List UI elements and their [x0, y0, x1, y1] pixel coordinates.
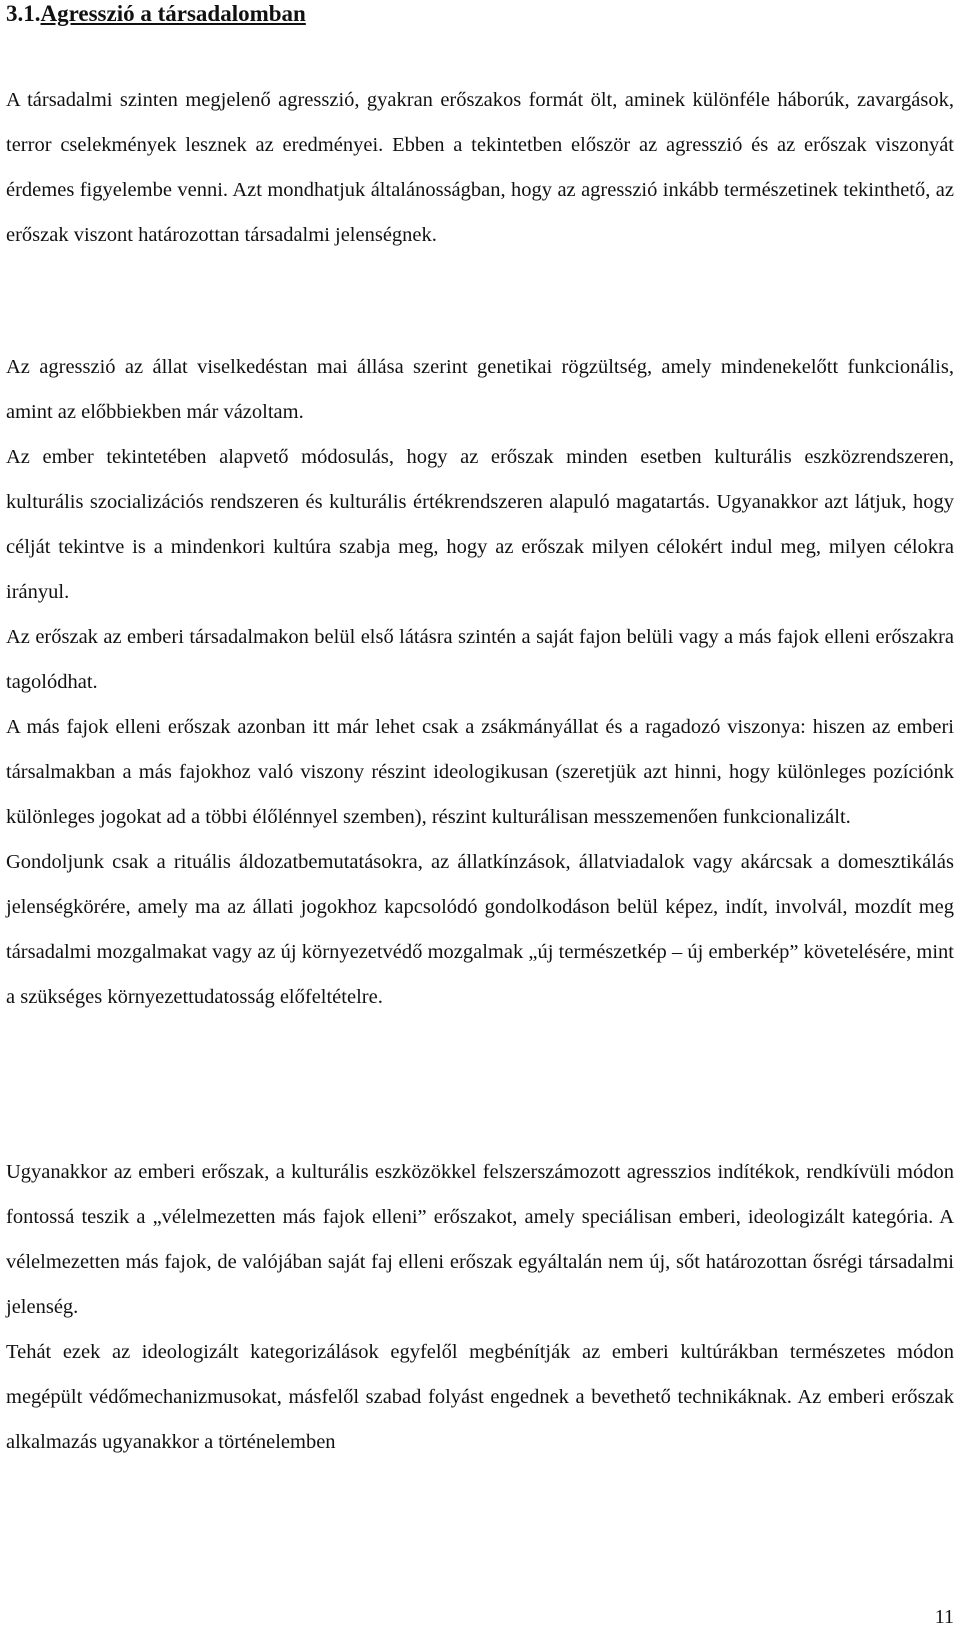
paragraph: A más fajok elleni erőszak azonban itt már lehet csak a zsákmányállat és a ragadozó viszonya: hiszen az emberi társalmakban a más fajokhoz való viszony részint ideologikusan (szeretjük azt hinni, hogy különleges pozíciónk különleges jogokat ad a többi élőlénnyel szemben), részint kulturálisan messzemenően funkcionalizált.	[6, 716, 954, 828]
paragraph: Tehát ezek az ideologizált kategorizálások egyfelől megbénítják az emberi kultúrákban természetes módon megépült védőmechanizmusokat, másfelől szabad folyást engednek a bevethető technikáknak. Az emberi erőszak alkalmazás ugyanakkor a történelemben	[6, 1341, 954, 1453]
paragraph-block-2	[6, 345, 954, 1020]
paragraph: Ugyanakkor az emberi erőszak, a kulturális eszközökkel felszerszámozott agresszios indítékok, rendkívüli módon fontossá teszik a „vélelmezetten más fajok elleni” erőszakot, amely speciálisan emberi, ideologizált kategória. A vélelmezetten más fajok, de valójában saját faj elleni erőszak egyáltalán nem új, sőt határozottan ősrégi társadalmi jelenség.	[6, 1161, 954, 1318]
paragraph: Az ember tekintetében alapvető módosulás, hogy az erőszak minden esetben kulturális eszközrendszeren, kulturális szocializációs rendszeren és kulturális értékrendszeren alapuló magatartás. Ugyanakkor azt látjuk, hogy célját tekintve is a mindenkori kultúra szabja meg, hogy az erőszak milyen célokért indul meg, milyen célokra irányul.	[6, 446, 954, 603]
section-title: Agresszió a társadalomban	[40, 1, 306, 26]
section-heading	[6, 0, 306, 28]
paragraph: Az agresszió az állat viselkedéstan mai állása szerint genetikai rögzültség, amely mindenekelőtt funkcionális, amint az előbbiekben már vázoltam.	[6, 356, 954, 423]
section-number: 3.1.	[6, 1, 41, 26]
paragraph: Az erőszak az emberi társadalmakon belül első látásra szintén a saját fajon belüli vagy a más fajok elleni erőszakra tagolódhat.	[6, 626, 954, 693]
paragraph: A társadalmi szinten megjelenő agresszió, gyakran erőszakos formát ölt, aminek különféle háborúk, zavargások, terror cselekmények lesznek az eredményei. Ebben a tekintetben először az agresszió és az erőszak viszonyát érdemes figyelembe venni. Azt mondhatjuk általánosságban, hogy az agresszió inkább természetinek tekinthető, az erőszak viszont határozottan társadalmi jelenségnek.	[6, 89, 954, 246]
paragraph-block-1	[6, 78, 954, 258]
paragraph-block-3	[6, 1150, 954, 1465]
page-number: 11	[934, 1606, 954, 1628]
paragraph: Gondoljunk csak a rituális áldozatbemutatásokra, az állatkínzások, állatviadalok vagy akárcsak a domesztikálás jelenségkörére, amely ma az állati jogokhoz kapcsolódó gondolkodáson belül képez, indít, involvál, mozdít meg társadalmi mozgalmakat vagy az új környezetvédő mozgalmak „új természetkép – új emberkép” követelésére, mint a szükséges környezettudatosság előfeltételre.	[6, 851, 954, 1008]
